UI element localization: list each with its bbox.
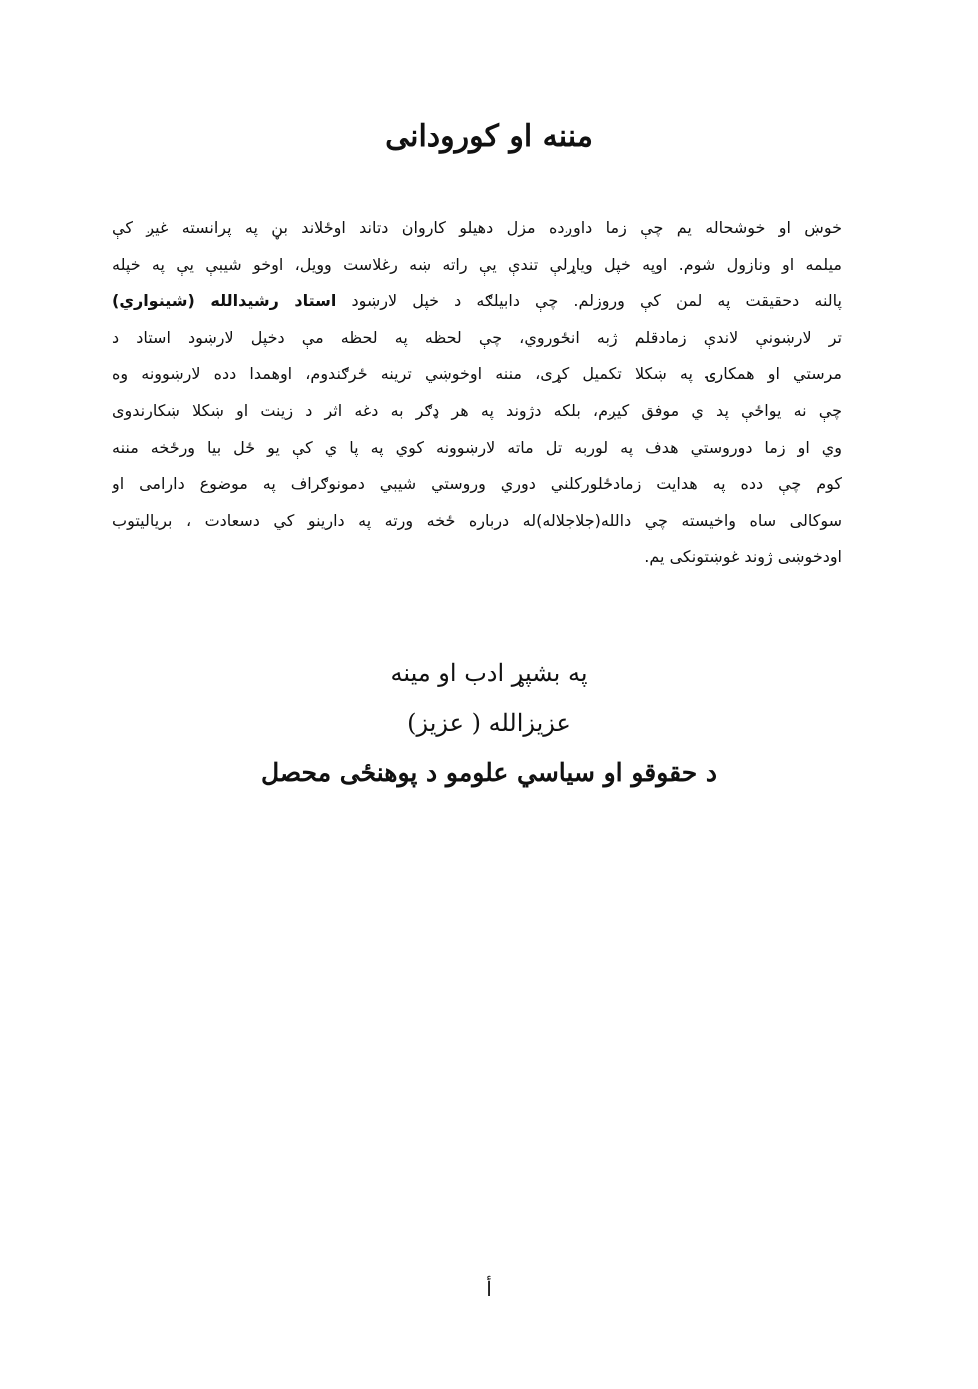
- paragraph-line: کوم چې دده په هدایت زمادځلورکلني دوري وروستي شیبي دمونوګراف په موضوع دارامی او: [112, 474, 842, 494]
- page-number: أ: [486, 1277, 492, 1301]
- closing-phrase: په بشپړ ادب او مینه: [390, 659, 588, 687]
- paragraph-line: سوکالی ساه واخیسته چي دالله(جلاجلاله)له درباره ځخه ورته په دارینو کي دسعادت ، بریالیتوب: [112, 510, 842, 530]
- paragraph-line: چې نه یواځې پد ي موفق کیږم، بلکه دژوند په هر ډګر به دغه اثر د زینت او ښکلا ښکارندوی: [112, 400, 842, 420]
- author-affiliation: د حقوقو او سیاسي علومو د پوهنځی محصل: [260, 758, 718, 787]
- paragraph-line: میلمه او ونازول شوم. اوپه خپل ویاړلې تندې یې راته ښه رغلاست وویل، اوخو شیبې یې په خپله: [112, 254, 842, 274]
- author-name: عزیزالله ( عزیز): [407, 709, 571, 737]
- page-title: مننه او کورودانی: [385, 119, 593, 154]
- paragraph-line: اودخوښی ژوند غوښتونکی یم.: [644, 547, 842, 567]
- signature-block: [0, 648, 978, 798]
- paragraph-line: پالنه دحقیقت په لمن کې وروزلم. چې دابیلګه د خپل لارښود استاد رشیدالله (شینواري): [112, 291, 842, 311]
- supervisor-name: استاد رشیدالله (شینواري): [112, 291, 337, 311]
- paragraph-line: تر لارښونې لاندې زمادقلم ژبه انځوروي، چې لحظه په لحظه مې دخپل لارښود استاد د: [112, 327, 842, 347]
- paragraph-line: خوښ او خوشحاله یم چې زما داوږده مزل دهیلو کاروان دتاند اوځلاند بڼ په پرانسته غیږ کې: [112, 218, 842, 237]
- paragraph-line: وي او زما دوروستي هدف په لوربه تل ماته لارښوونه کوي په پا ي کې یو ځل بیا ورځخه مننه: [112, 437, 842, 457]
- acknowledgement-paragraph: [112, 210, 842, 576]
- paragraph-line: مرستي او همکارۍ په ښکلا تکمیل کړی، مننه اوخوښي ترینه ځرګندوم، اوهمدا دده لارښوونه وه: [112, 364, 842, 384]
